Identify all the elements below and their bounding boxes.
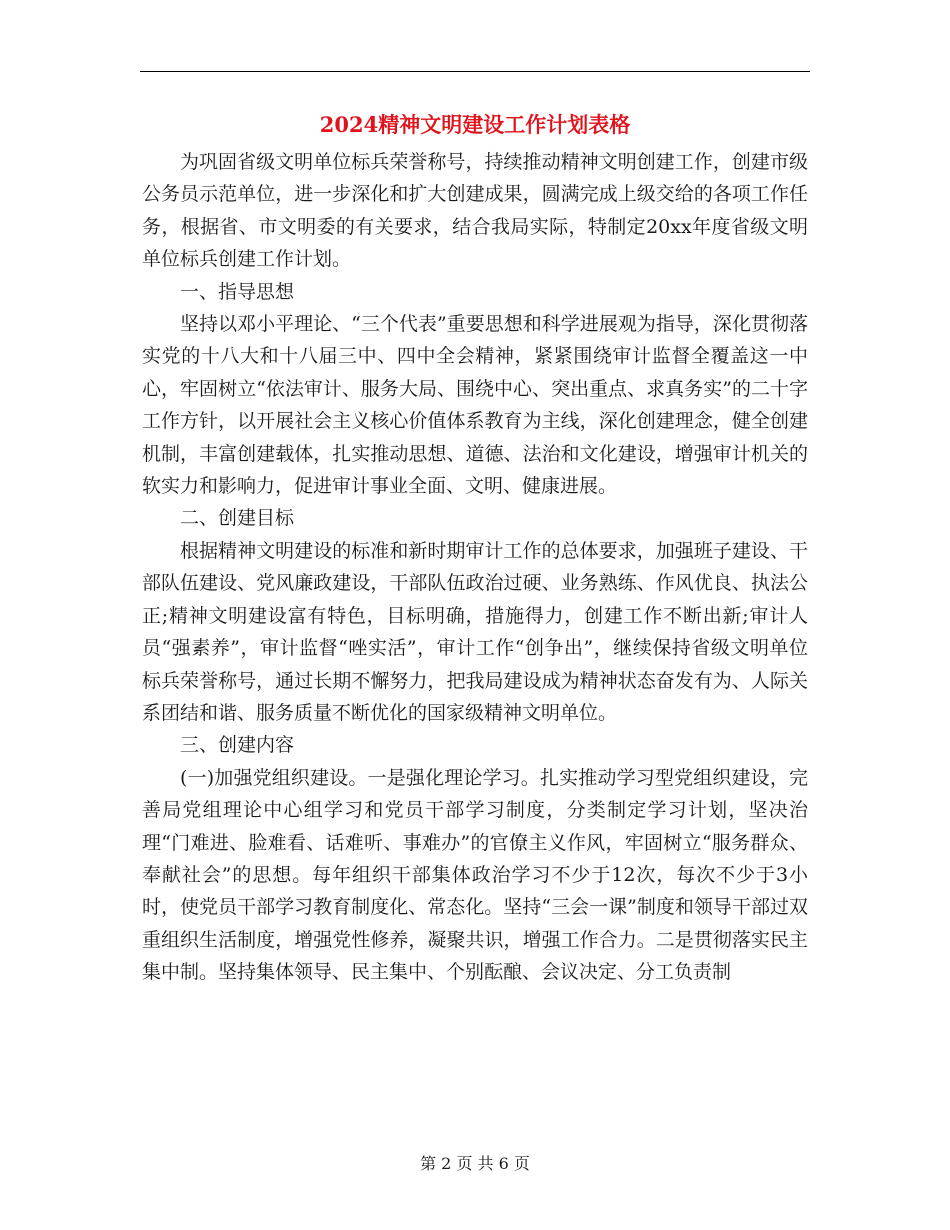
document-title: 2024精神文明建设工作计划表格 xyxy=(319,112,631,137)
paragraph-content: (一)加强党组织建设。一是强化理论学习。扎实推动学习型党组织建设，完善局党组理论中心组学习和党员干部学习制度，分类制定学习计划，坚决治理“门难进、脸难看、话难听、事难办”的官僚主义作风，牢固树立“服务群众、奉献社会”的思想。每年组织干部集体政治学习不少于12次，每次不少于3小时，使党员干部学习教育制度化、常态化。坚持“三会一课”制度和领导干部过双重组织生活制度，增强党性修养，凝聚共识，增强工作合力。二是贯彻落实民主集中制。坚持集体领导、民主集中、个别酝酿、会议决定、分工负责制 xyxy=(142,766,808,984)
paragraph-goals: 根据精神文明建设的标准和新时期审计工作的总体要求，加强班子建设、干部队伍建设、党风廉政建设，干部队伍政治过硬、业务熟练、作风优良、执法公正;精神文明建设富有特色，目标明确，措施得力，创建工作不断出新;审计人员“强素养”，审计监督“唑实活”，审计工作“创争出”，继续保持省级文明单位标兵荣誉称号，通过长期不懈努力，把我局建设成为精神状态奋发有为、人际关系团结和谐、服务质量不断优化的国家级精神文明单位。 xyxy=(142,539,808,724)
section-heading-3: 三、创建内容 xyxy=(180,734,295,757)
header-rule xyxy=(140,71,810,72)
section-heading-2: 二、创建目标 xyxy=(180,507,295,530)
document-body xyxy=(142,146,808,989)
section-heading-1: 一、指导思想 xyxy=(180,280,295,303)
paragraph-guiding-thought: 坚持以邓小平理论、“三个代表”重要思想和科学进展观为指导，深化贯彻落实党的十八大和十八届三中、四中全会精神，紧紧围绕审计监督全覆盖这一中心，牢固树立“依法审计、服务大局、围绕中心、突出重点、求真务实”的二十字工作方针，以开展社会主义核心价值体系教育为主线，深化创建理念，健全创建机制，丰富创建载体，扎实推动思想、道德、法治和文化建设，增强审计机关的软实力和影响力，促进审计事业全面、文明、健康进展。 xyxy=(142,313,808,498)
page-number: 第 2 页 共 6 页 xyxy=(420,1154,530,1173)
paragraph-intro: 为巩固省级文明单位标兵荣誉称号，持续推动精神文明创建工作，创建市级公务员示范单位，进一步深化和扩大创建成果，圆满完成上级交给的各项工作任务，根据省、市文明委的有关要求，结合我局实际，特制定20xx年度省级文明单位标兵创建工作计划。 xyxy=(142,151,808,271)
